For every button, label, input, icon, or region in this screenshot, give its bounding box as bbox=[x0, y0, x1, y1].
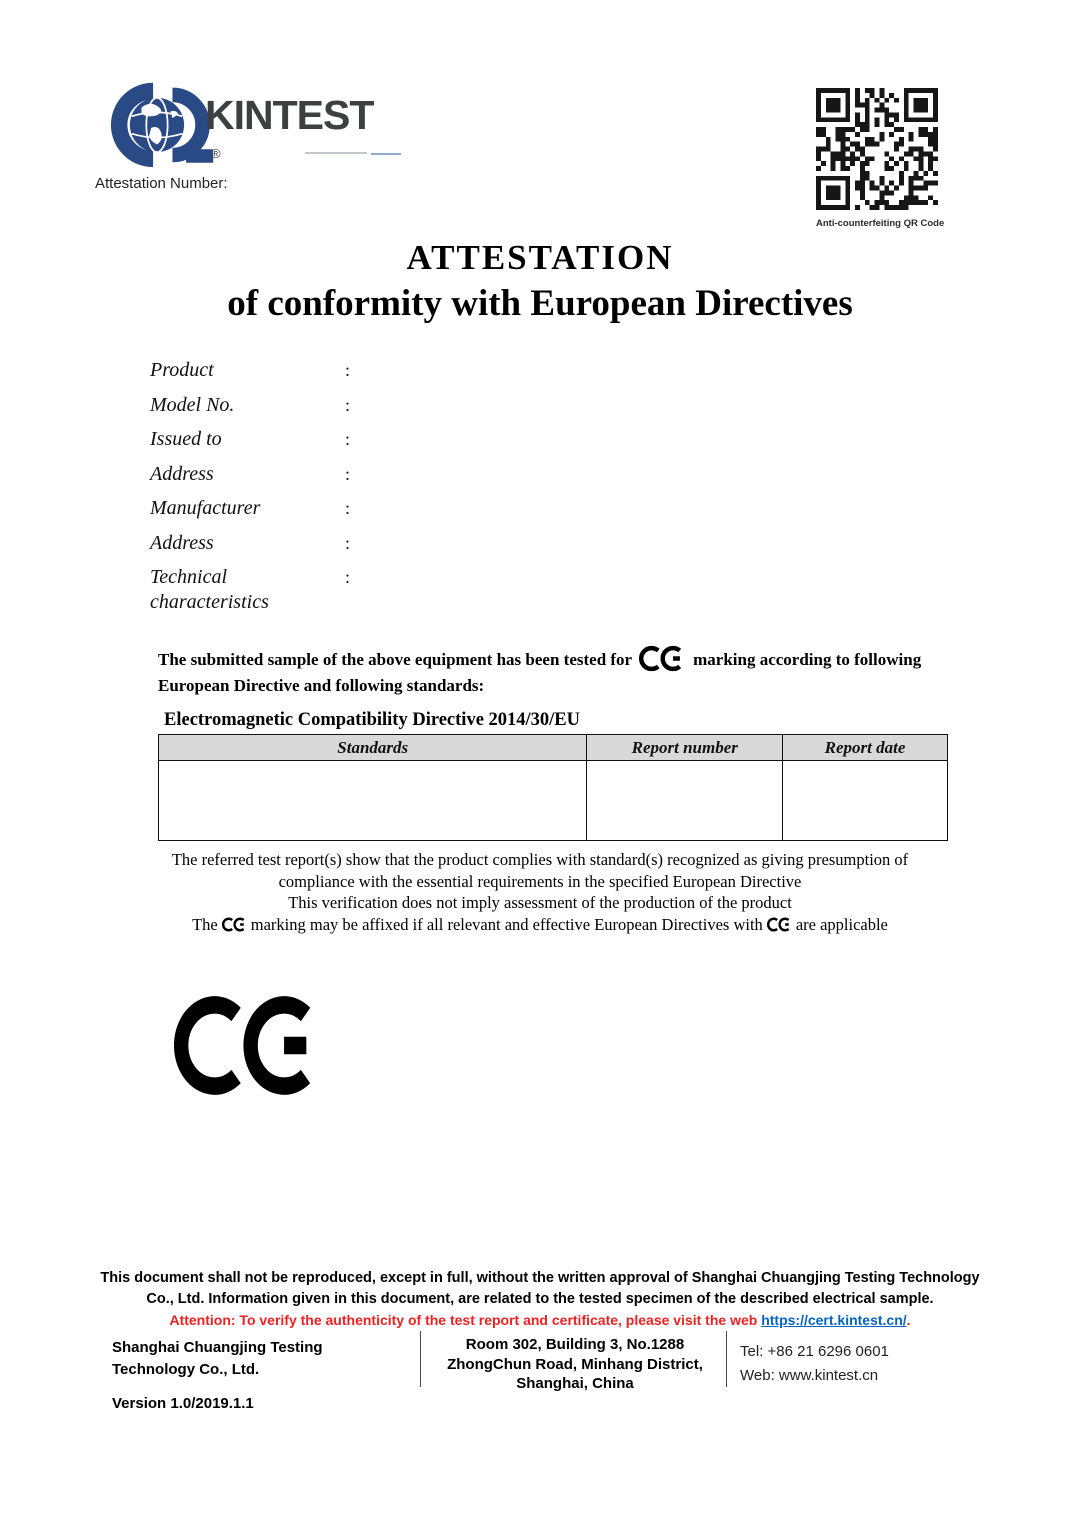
web-line: Web: www.kintest.cn bbox=[740, 1367, 879, 1384]
field-colon: : bbox=[345, 498, 351, 518]
field-colon: : bbox=[345, 567, 351, 587]
cell-report-number bbox=[587, 761, 783, 841]
brand-underline-blue bbox=[371, 153, 401, 155]
statement-line1: The referred test report(s) show that the product complies with standard(s) recognized as giving presumption of bbox=[171, 850, 909, 869]
field-row-manufacturer bbox=[150, 496, 850, 531]
field-label: Address bbox=[150, 462, 214, 485]
company-address-block bbox=[432, 1335, 718, 1394]
attention-period: . bbox=[906, 1312, 911, 1328]
cert-verification-link[interactable]: https://cert.kintest.cn/ bbox=[761, 1312, 907, 1328]
header-report-number: Report number bbox=[587, 735, 783, 761]
ce-mark-icon bbox=[222, 917, 247, 932]
field-label: Model No. bbox=[150, 393, 235, 416]
statement-line4-a: The bbox=[192, 914, 218, 934]
globe-logo-icon bbox=[93, 80, 219, 168]
cell-report-date bbox=[783, 761, 948, 841]
field-label: Issued to bbox=[150, 428, 222, 450]
intro-text-before: The submitted sample of the above equipment has been tested for bbox=[158, 650, 633, 669]
field-label: Product bbox=[150, 359, 214, 381]
brand-underline-gray bbox=[305, 152, 367, 154]
directive-heading: Electromagnetic Compatibility Directive 2014/30/EU bbox=[164, 710, 581, 730]
company-name-block bbox=[112, 1337, 407, 1381]
attestation-number-label: Attestation Number: bbox=[95, 175, 228, 192]
intro-paragraph bbox=[158, 645, 960, 699]
field-row-issued-to bbox=[150, 427, 850, 462]
statement-line4-b: marking may be affixed if all relevant and effective European Directives with bbox=[250, 914, 763, 934]
field-colon: : bbox=[345, 394, 351, 415]
field-row-model-no bbox=[150, 393, 850, 428]
statement-line4-c: are applicable bbox=[795, 914, 888, 934]
header-report-date: Report date bbox=[783, 735, 948, 761]
field-colon: : bbox=[345, 360, 351, 380]
tel-line: Tel: +86 21 6296 0601 bbox=[740, 1343, 889, 1360]
address-line1: Room 302, Building 3, No.1288 bbox=[465, 1336, 685, 1353]
footer-divider bbox=[420, 1331, 421, 1387]
field-row-address-2 bbox=[150, 531, 850, 566]
qr-block bbox=[816, 88, 945, 229]
notice-line2: Co., Ltd. Information given in this document, are related to the tested specimen of the described electrical sample. bbox=[146, 1291, 934, 1307]
address-line2: ZhongChun Road, Minhang District, bbox=[447, 1355, 703, 1373]
statement-line4 bbox=[60, 914, 1020, 936]
statement-line3: This verification does not imply assessment of the production of the product bbox=[288, 893, 792, 912]
field-label: Technical characteristics bbox=[150, 566, 269, 613]
field-row-product bbox=[150, 358, 850, 393]
compliance-statement bbox=[60, 849, 1020, 935]
field-label: Manufacturer bbox=[150, 497, 261, 519]
company-line2: Technology Co., Ltd. bbox=[112, 1361, 260, 1378]
statement-line2: compliance with the essential requirements in the specified European Directive bbox=[278, 871, 802, 891]
field-colon: : bbox=[345, 429, 351, 449]
reproduction-notice bbox=[0, 1268, 1080, 1310]
table-header-row bbox=[159, 735, 948, 761]
attention-line bbox=[0, 1310, 1080, 1331]
ce-mark-icon bbox=[639, 645, 686, 672]
brand-name: KINTEST bbox=[205, 92, 374, 138]
title-line1: ATTESTATION bbox=[406, 238, 674, 277]
cell-standards bbox=[159, 761, 587, 841]
contact-block bbox=[740, 1340, 990, 1388]
field-colon: : bbox=[345, 532, 351, 553]
ce-mark-icon bbox=[767, 917, 792, 932]
field-label: Address bbox=[150, 531, 214, 554]
intro-text-after: marking according to following European Directive and following standards: bbox=[158, 650, 922, 695]
version-label: Version 1.0/2019.1.1 bbox=[112, 1395, 254, 1412]
company-line1: Shanghai Chuangjing Testing bbox=[112, 1339, 323, 1356]
footer-columns bbox=[0, 1335, 1080, 1391]
standards-table bbox=[158, 734, 948, 841]
title-line2: of conformity with European Directives bbox=[227, 283, 853, 324]
address-line3: Shanghai, China bbox=[516, 1375, 634, 1392]
footer-divider bbox=[726, 1331, 727, 1387]
registered-trademark-icon: ® bbox=[211, 146, 221, 161]
footer bbox=[0, 1268, 1080, 1412]
notice-line1: This document shall not be reproduced, except in full, without the written approval of Shanghai Chuangjing Testing Technology bbox=[100, 1270, 980, 1286]
field-row-technical-characteristics bbox=[150, 565, 850, 615]
kintest-logo bbox=[93, 80, 413, 176]
ce-mark-large-icon bbox=[174, 993, 326, 1098]
field-row-address-1 bbox=[150, 462, 850, 497]
qr-code-icon bbox=[816, 88, 938, 210]
header-standards: Standards bbox=[159, 735, 587, 761]
document-title bbox=[0, 236, 1080, 328]
field-colon: : bbox=[345, 463, 351, 484]
table-row bbox=[159, 761, 948, 841]
certificate-fields bbox=[150, 358, 850, 615]
qr-caption: Anti-counterfeiting QR Code bbox=[816, 218, 945, 229]
attention-text: Attention: To verify the authenticity of the test report and certificate, please visit the web bbox=[169, 1312, 762, 1328]
